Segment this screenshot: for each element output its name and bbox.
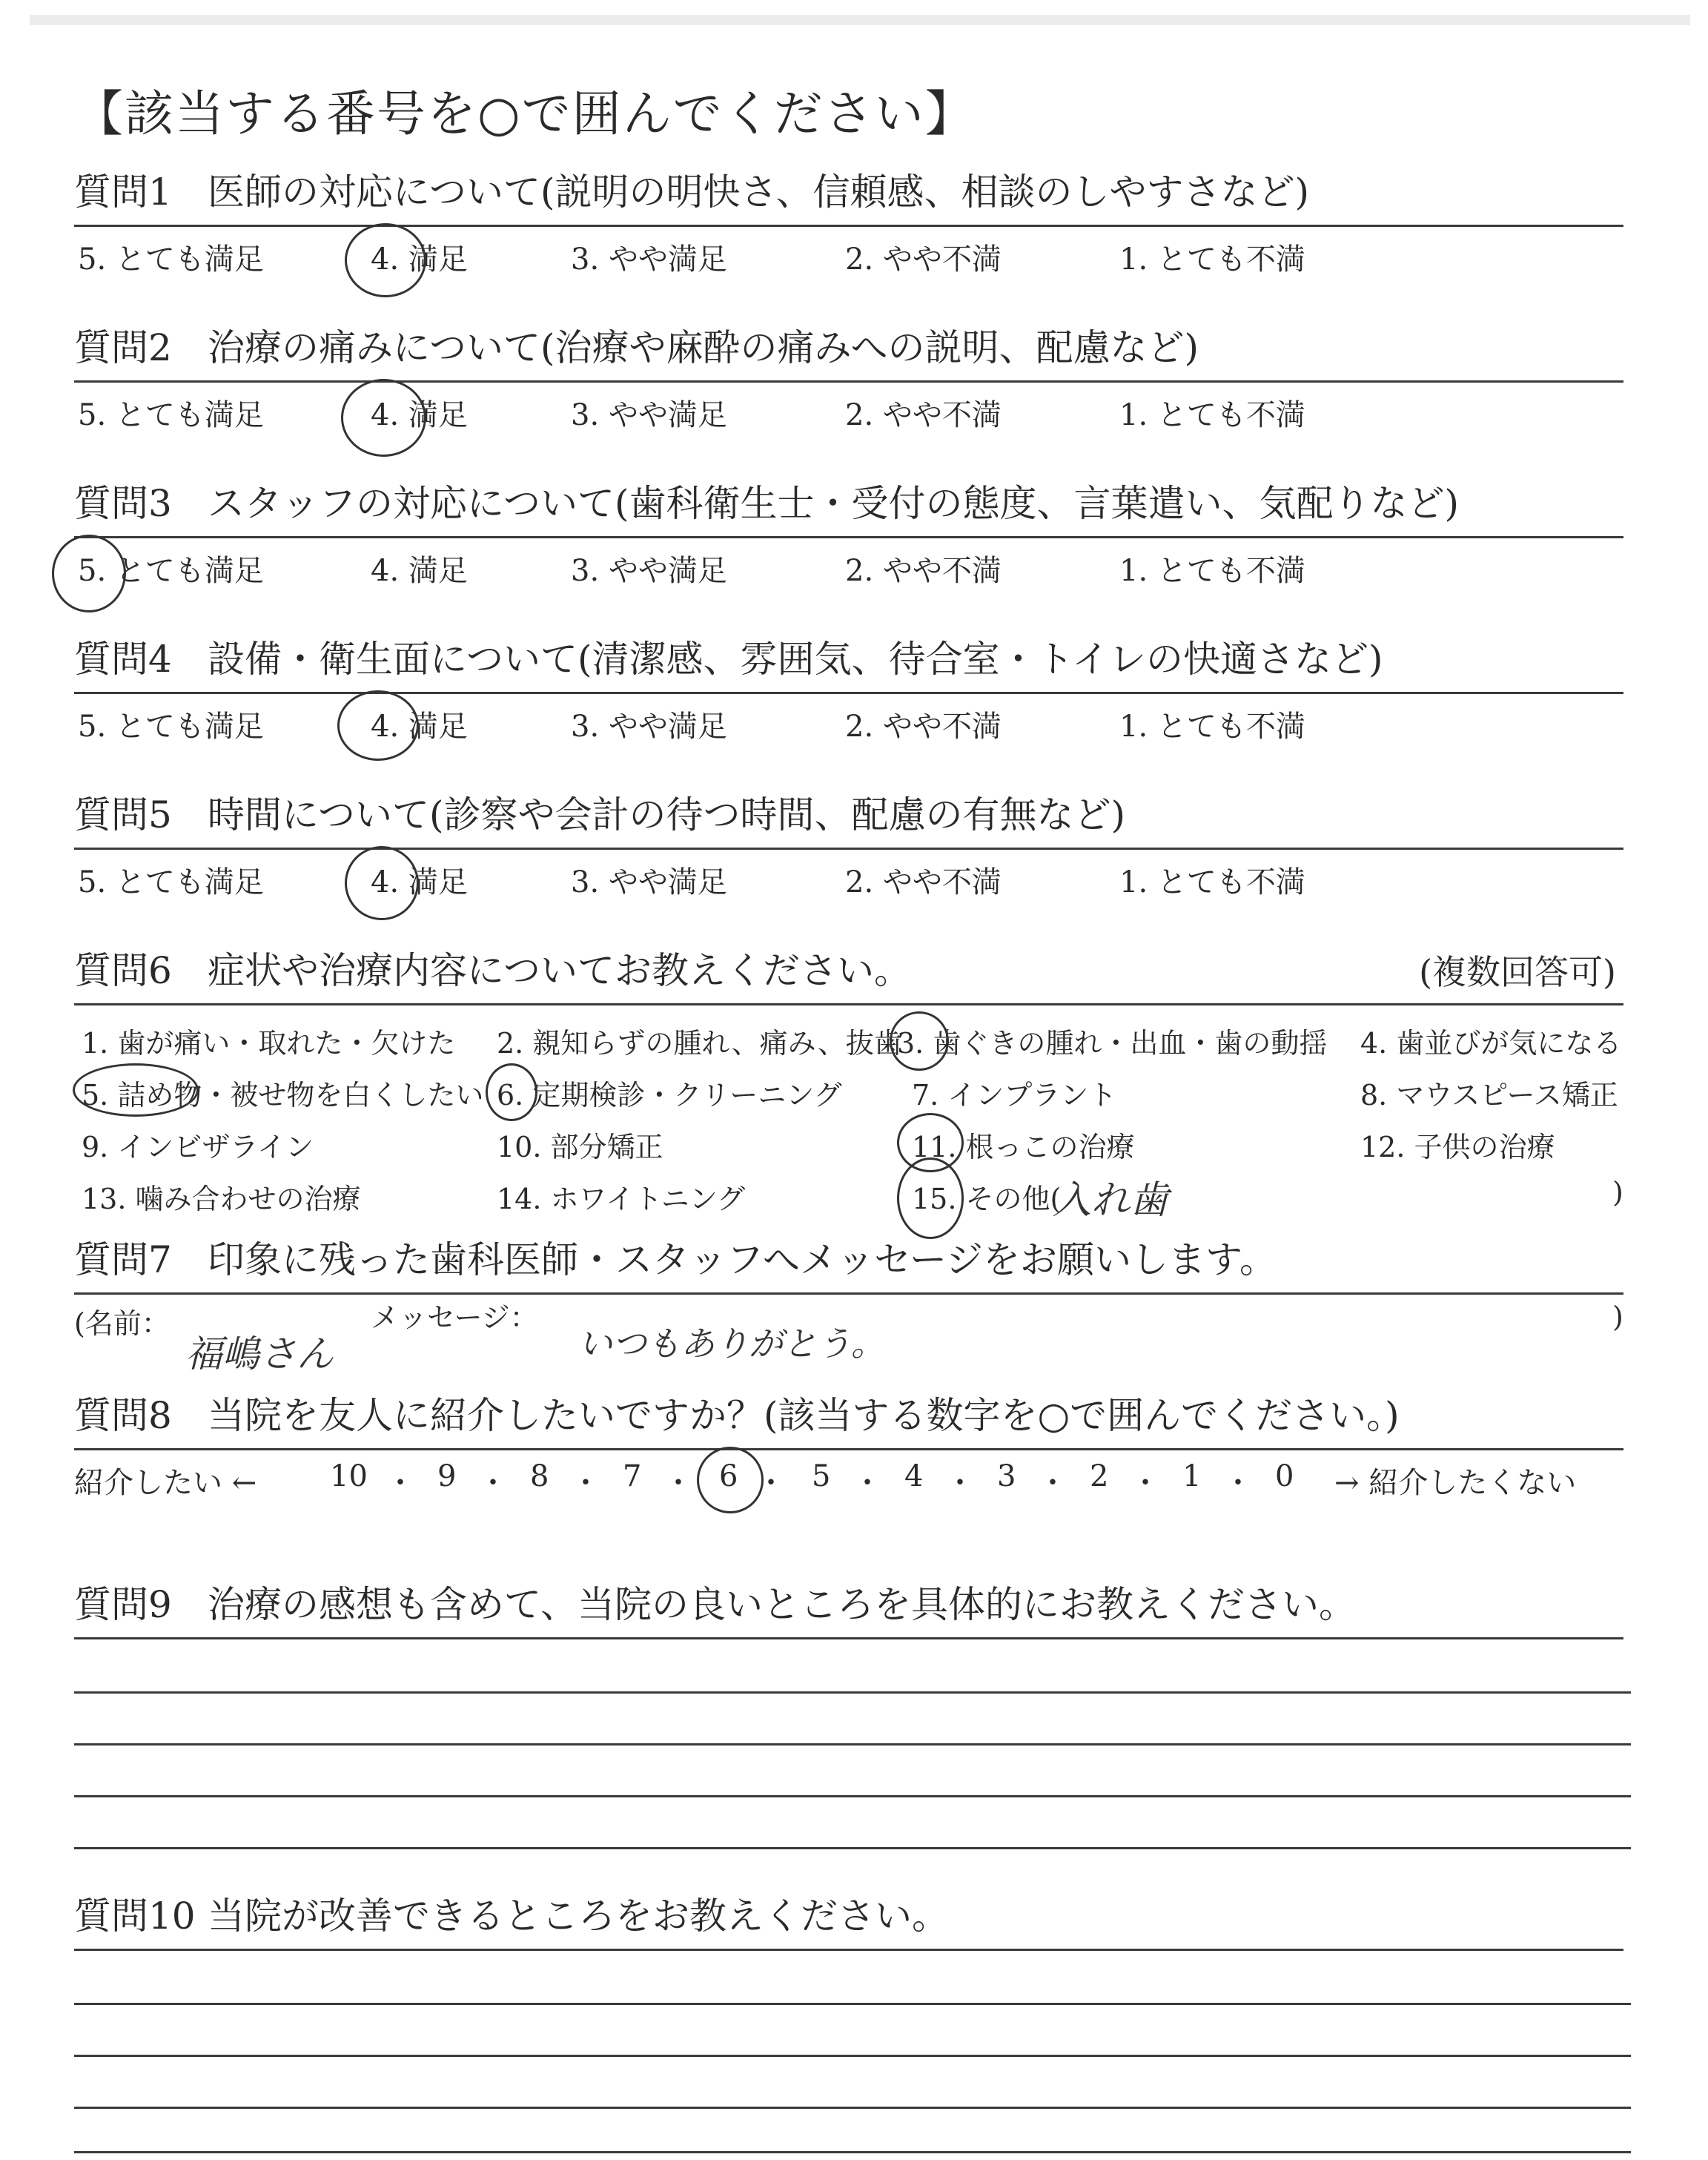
question-number: 質問6 <box>74 949 172 992</box>
message-handwritten[interactable]: いつもありがとう。 <box>578 1324 885 1364</box>
question-header <box>74 1227 1623 1295</box>
option-1[interactable]: 1. とても不満 <box>1119 710 1305 744</box>
symptom-option-8[interactable]: 8. マウスピース矯正 <box>1360 1079 1618 1112</box>
question-header <box>74 938 1623 1005</box>
scale-3[interactable]: 3 <box>997 1459 1016 1493</box>
option-4[interactable]: 4. 満足 <box>371 865 468 899</box>
question-number: 質問8 <box>74 1394 172 1437</box>
symptom-option-14[interactable]: 14. ホワイトニング <box>497 1183 746 1215</box>
question-header <box>74 159 1623 227</box>
answer-line <box>74 1795 1631 1797</box>
scale-10[interactable]: 10 <box>330 1459 368 1493</box>
recommend-scale: 紹介したい ← 10 ・ 9 ・ 8 ・ 7 ・ 6 ・ 5 ・ 4 ・ 3 ・ 2 ・ 1 ・ 0 → 紹介したくない <box>74 1450 1623 1510</box>
symptom-option-1[interactable]: 1. 歯が痛い・取れた・欠けた <box>82 1027 456 1060</box>
answer-line <box>74 2003 1631 2005</box>
staff-name-handwritten[interactable]: 福嶋さん <box>185 1332 334 1375</box>
question-number: 質問7 <box>74 1238 172 1281</box>
question-header <box>74 627 1623 694</box>
question-10 <box>74 1883 1623 2159</box>
question-header <box>74 315 1623 383</box>
option-3[interactable]: 3. やや満足 <box>571 710 727 744</box>
option-5[interactable]: 5. とても満足 <box>78 710 264 744</box>
scale-7[interactable]: 7 <box>623 1459 642 1493</box>
question-number: 質問4 <box>74 638 172 681</box>
answer-line <box>74 1691 1631 1694</box>
option-2[interactable]: 2. やや不満 <box>845 554 1002 588</box>
question-number: 質問9 <box>74 1583 172 1626</box>
question-header <box>74 1383 1623 1450</box>
question-2 <box>74 315 1623 435</box>
scale-0[interactable]: 0 <box>1275 1459 1294 1493</box>
option-5[interactable]: 5. とても満足 <box>78 865 264 899</box>
option-5[interactable]: 5. とても満足 <box>78 554 264 588</box>
question-7 <box>74 1227 1623 1376</box>
symptom-option-6[interactable]: 6. 定期検診・クリーニング <box>497 1079 842 1112</box>
rating-options <box>74 850 1623 902</box>
answer-line <box>74 1847 1631 1849</box>
question-text: 症状や治療内容についてお教えください。 <box>208 949 911 992</box>
symptom-option-13[interactable]: 13. 噛み合わせの治療 <box>82 1183 361 1215</box>
question-text: 設備・衛生面について(清潔感、雰囲気、待合室・トイレの快適さなど) <box>208 638 1383 681</box>
symptom-option-4[interactable]: 4. 歯並びが気になる <box>1360 1027 1622 1060</box>
option-5[interactable]: 5. とても満足 <box>78 242 264 277</box>
scale-right-label: → 紹介したくない <box>1334 1466 1577 1500</box>
question-1 <box>74 159 1623 279</box>
answer-line <box>74 1743 1631 1745</box>
question-4 <box>74 627 1623 746</box>
scale-left-label: 紹介したい ← <box>74 1466 257 1500</box>
rating-options <box>74 227 1623 279</box>
question-text: 当院を友人に紹介したいですか？(該当する数字を○で囲んでください。) <box>208 1394 1400 1437</box>
question-text: 治療の痛みについて(治療や麻酔の痛みへの説明、配慮など) <box>208 326 1199 369</box>
other-close-paren: ) <box>1612 1176 1623 1209</box>
scale-9[interactable]: 9 <box>437 1459 457 1493</box>
question-text: 治療の感想も含めて、当院の良いところを具体的にお教えください。 <box>208 1583 1356 1626</box>
question-number: 質問5 <box>74 793 172 836</box>
option-5[interactable]: 5. とても満足 <box>78 398 264 432</box>
question-header <box>74 1572 1623 1639</box>
symptom-option-10[interactable]: 10. 部分矯正 <box>497 1131 663 1163</box>
question-text: 印象に残った歯科医師・スタッフへメッセージをお願いします。 <box>208 1238 1277 1281</box>
symptom-option-2[interactable]: 2. 親知らずの腫れ、痛み、抜歯 <box>497 1027 902 1060</box>
question-text: 時間について(診察や会計の待つ時間、配慮の有無など) <box>208 793 1126 836</box>
option-2[interactable]: 2. やや不満 <box>845 710 1002 744</box>
name-label: (名前： <box>74 1307 170 1340</box>
question-text: 当院が改善できるところをお教えください。 <box>208 1895 949 1938</box>
message-area <box>74 1295 1623 1376</box>
scale-4[interactable]: 4 <box>904 1459 924 1493</box>
symptom-option-3[interactable]: 3. 歯ぐきの腫れ・出血・歯の動揺 <box>897 1027 1328 1060</box>
answer-lines[interactable] <box>74 1951 1623 2159</box>
question-6 <box>74 938 1623 1228</box>
option-3[interactable]: 3. やや満足 <box>571 865 727 899</box>
answer-line <box>74 2055 1631 2057</box>
question-header <box>74 1883 1623 1951</box>
multiple-answers-note: (複数回答可) <box>1419 952 1616 992</box>
answer-line <box>74 2151 1631 2153</box>
question-number: 質問10 <box>74 1895 196 1938</box>
answer-line <box>74 2107 1631 2109</box>
answer-lines[interactable] <box>74 1639 1623 1862</box>
option-2[interactable]: 2. やや不満 <box>845 865 1002 899</box>
symptom-option-7[interactable]: 7. インプラント <box>912 1079 1117 1112</box>
symptom-option-15[interactable]: 15. その他( <box>912 1183 1062 1215</box>
rating-options <box>74 383 1623 435</box>
scale-1[interactable]: 1 <box>1182 1459 1202 1493</box>
option-4[interactable]: 4. 満足 <box>371 710 468 744</box>
question-5 <box>74 782 1623 902</box>
question-number: 質問1 <box>74 171 172 214</box>
symptom-option-11[interactable]: 11. 根っこの治療 <box>912 1131 1135 1163</box>
option-1[interactable]: 1. とても不満 <box>1119 242 1305 277</box>
option-3[interactable]: 3. やや満足 <box>571 398 727 432</box>
question-9 <box>74 1572 1623 1862</box>
option-2[interactable]: 2. やや不満 <box>845 398 1002 432</box>
symptom-option-12[interactable]: 12. 子供の治療 <box>1360 1131 1555 1163</box>
question-text: スタッフの対応について(歯科衛生士・受付の態度、言葉遣い、気配りなど) <box>208 482 1460 525</box>
rating-options <box>74 538 1623 590</box>
question-number: 質問3 <box>74 482 172 525</box>
option-2[interactable]: 2. やや不満 <box>845 242 1002 277</box>
symptom-option-9[interactable]: 9. インビザライン <box>82 1131 314 1163</box>
scan-edge <box>30 15 1690 25</box>
option-1[interactable]: 1. とても不満 <box>1119 554 1305 588</box>
option-4[interactable]: 4. 満足 <box>371 242 468 277</box>
scale-2[interactable]: 2 <box>1090 1459 1109 1493</box>
option-1[interactable]: 1. とても不満 <box>1119 398 1305 432</box>
scale-6[interactable]: 6 <box>719 1459 738 1493</box>
page-title: 【該当する番号を○で囲んでください】 <box>74 85 976 142</box>
scale-5[interactable]: 5 <box>812 1459 831 1493</box>
question-header <box>74 471 1623 538</box>
question-number: 質問2 <box>74 326 172 369</box>
question-3 <box>74 471 1623 590</box>
symptom-options <box>74 1005 1623 1228</box>
message-label: メッセージ： <box>371 1301 538 1334</box>
question-header <box>74 782 1623 850</box>
scale-8[interactable]: 8 <box>530 1459 549 1493</box>
question-text: 医師の対応について(説明の明快さ、信頼感、相談のしやすさなど) <box>208 171 1310 214</box>
question-8 <box>74 1383 1623 1510</box>
option-3[interactable]: 3. やや満足 <box>571 554 727 588</box>
symptom-option-5[interactable]: 5. 詰め物・被せ物を白くしたい <box>82 1079 484 1112</box>
option-1[interactable]: 1. とても不満 <box>1119 865 1305 899</box>
option-4[interactable]: 4. 満足 <box>371 398 468 432</box>
option-4[interactable]: 4. 満足 <box>371 554 468 588</box>
rating-options <box>74 694 1623 746</box>
other-handwritten-text: 入れ歯 <box>1053 1178 1169 1223</box>
option-3[interactable]: 3. やや満足 <box>571 242 727 277</box>
message-close-paren: ) <box>1612 1301 1623 1333</box>
